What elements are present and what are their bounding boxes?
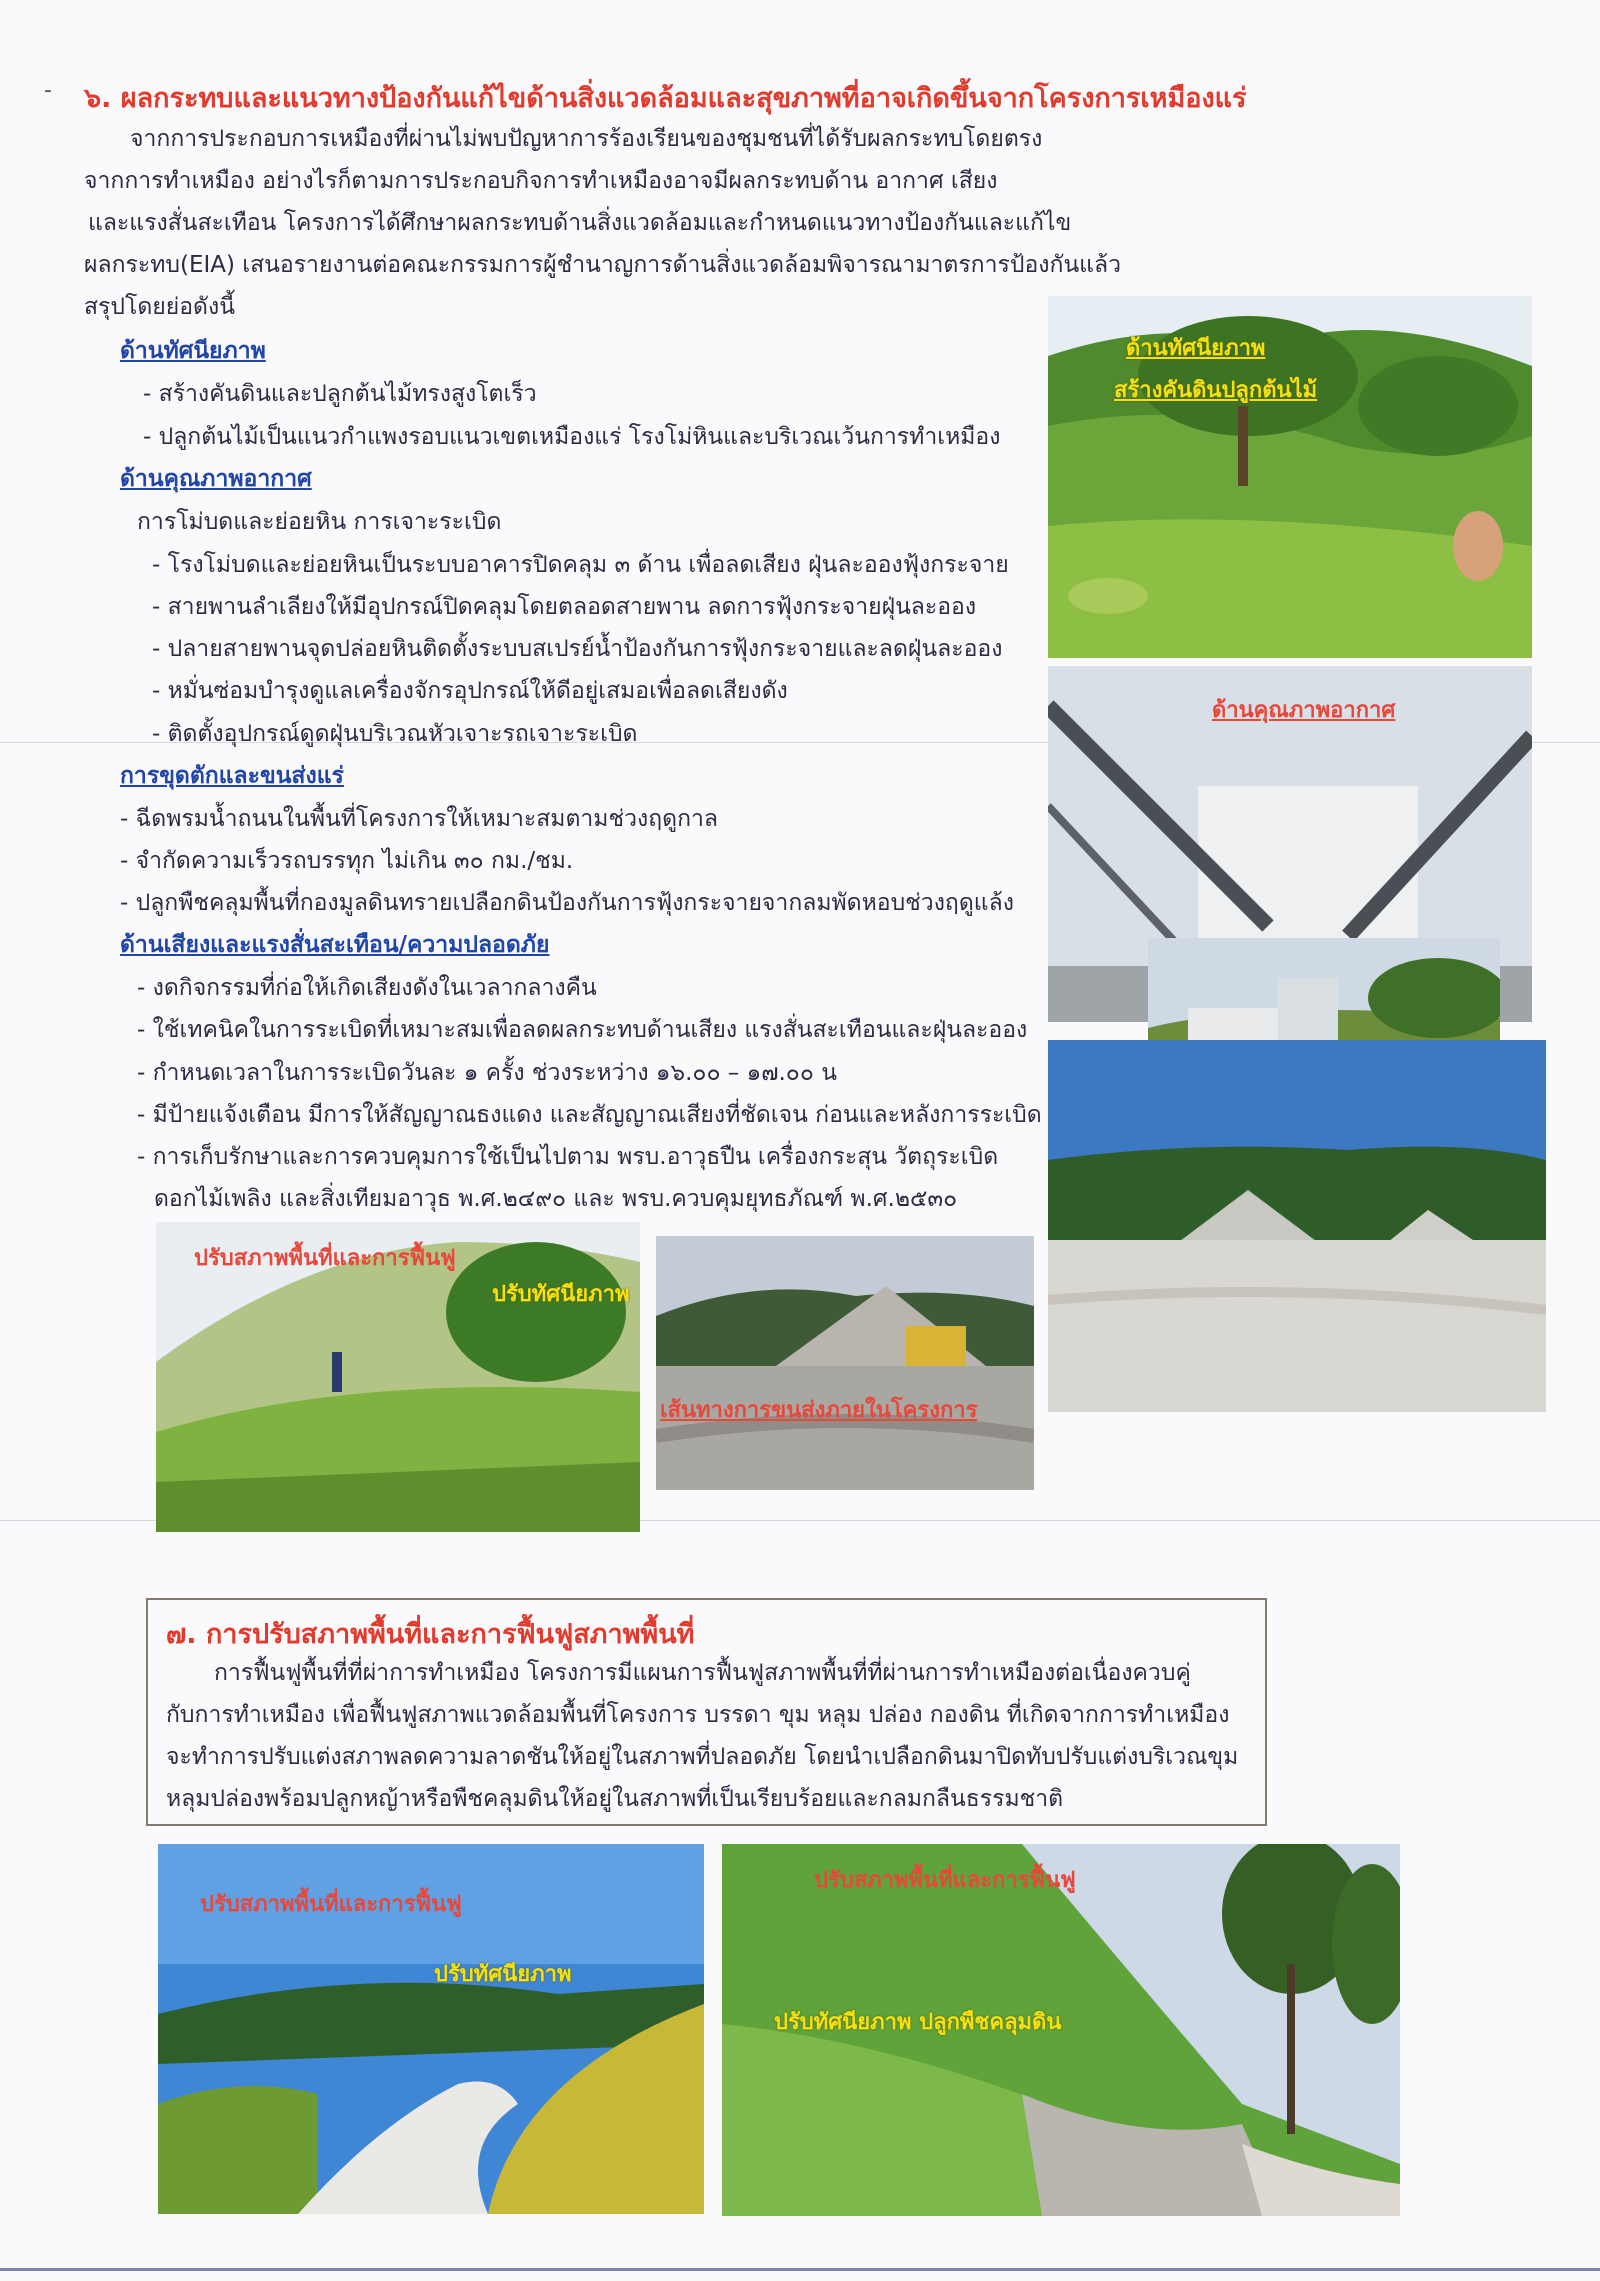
section7-body (166, 1652, 1238, 1820)
rehab-vegetation-caption: ปรับทัศนียภาพ (492, 1282, 630, 1307)
air-quality-item: - หมั่นซ่อมบำรุงดูแลเครื่องจักรอุปกรณ์ให้ดีอยู่เสมอเพื่อลดเสียงดัง (152, 678, 788, 704)
section6-intro (84, 118, 1121, 328)
transport-road-caption: เส้นทางการขนส่งภายในโครงการ (660, 1398, 978, 1423)
air-quality-photo-caption: ด้านคุณภาพอากาศ (1212, 698, 1396, 723)
air-quality-header: ด้านคุณภาพอากาศ (120, 466, 312, 492)
noise-safety-item: - กำหนดเวลาในการระเบิดวันละ ๑ ครั้ง ช่วงระหว่าง ๑๖.๐๐ – ๑๗.๐๐ น (137, 1060, 837, 1086)
noise-safety-item: - ใช้เทคนิคในการระเบิดที่เหมาะสมเพื่อลดผลกระทบด้านเสียง แรงสั่นสะเทือนและฝุ่นละออง (137, 1017, 1028, 1043)
rehab-road-caption: ปรับทัศนียภาพ (434, 1962, 572, 1987)
quarry-plant-photo (1048, 1040, 1546, 1412)
intro-line: จากการประกอบการเหมืองที่ผ่านไม่พบปัญหาการร้องเรียนของชุมชนที่ได้รับผลกระทบโดยตรง (130, 126, 1043, 152)
landscape-photo-image (1048, 296, 1532, 658)
air-quality-item: - ปลายสายพานจุดปล่อยหินติดตั้งระบบสเปรย์น้ำป้องกันการฟุ้งกระจายและลดฝุ่นละออง (152, 636, 1003, 662)
noise-safety-item: - การเก็บรักษาและการควบคุมการใช้เป็นไปตาม พรบ.อาวุธปืน เครื่องกระสุน วัตถุระเบิด (137, 1144, 999, 1170)
transport-item: - ปลูกพืชคลุมพื้นที่กองมูลดินทรายเปลือกดินป้องกันการฟุ้งกระจายจากลมพัดหอบช่วงฤดูแล้ง (120, 890, 1014, 916)
rehab-slope-caption: ปรับสภาพพื้นที่และการฟื้นฟู (814, 1868, 1076, 1893)
margin-mark: - (44, 78, 52, 103)
intro-line: จากการทำเหมือง อย่างไรก็ตามการประกอบกิจการทำเหมืองอาจมีผลกระทบด้าน อากาศ เสียง (84, 168, 998, 194)
noise-safety-item: ดอกไม้เพลิง และสิ่งเทียมอาวุธ พ.ศ.๒๔๙๐ และ พรบ.ควบคุมยุทธภัณฑ์ พ.ศ.๒๕๓๐ (154, 1186, 958, 1212)
transport-item: - จำกัดความเร็วรถบรรทุก ไม่เกิน ๓๐ กม./ชม. (120, 848, 574, 874)
air-quality-item: - ติดตั้งอุปกรณ์ดูดฝุ่นบริเวณหัวเจาะรถเจาะระเบิด (152, 721, 638, 747)
section6-title: ๖. ผลกระทบและแนวทางป้องกันแก้ไขด้านสิ่งแวดล้อมและสุขภาพที่อาจเกิดขึ้นจากโครงการเหมืองแร่ (84, 83, 1247, 114)
transport-item: - ฉีดพรมน้ำถนนในพื้นที่โครงการให้เหมาะสมตามช่วงฤดูกาล (120, 806, 719, 832)
section7-line: การฟื้นฟูพื้นที่ที่ผ่าการทำเหมือง โครงการมีแผนการฟื้นฟูสภาพพื้นที่ที่ผ่านการทำเหมืองต่อเนื่องควบคู่ (214, 1660, 1191, 1686)
noise-safety-item: - งดกิจกรรมที่ก่อให้เกิดเสียงดังในเวลากลางคืน (137, 975, 597, 1001)
section7-title: ๗. การปรับสภาพพื้นที่และการฟื้นฟูสภาพพื้นที่ (166, 1619, 695, 1650)
transport-road-photo (656, 1236, 1034, 1490)
rehab-road-caption: ปรับสภาพพื้นที่และการฟื้นฟู (200, 1892, 462, 1917)
noise-safety-item: - มีป้ายแจ้งเตือน มีการให้สัญญาณธงแดง และสัญญาณเสียงที่ชัดเจน ก่อนและหลังการระเบิด (137, 1102, 1042, 1128)
landscape-photo-caption: สร้างคันดินปลูกต้นไม้ (1114, 378, 1318, 403)
air-quality-sub: การโม่บดและย่อยหิน การเจาะระเบิด (137, 509, 502, 535)
rehab-vegetation-caption: ปรับสภาพพื้นที่และการฟื้นฟู (194, 1246, 456, 1271)
landscape-item: - ปลูกต้นไม้เป็นแนวกำแพงรอบแนวเขตเหมืองแร่ โรงโม่หินและบริเวณเว้นการทำเหมือง (143, 424, 1001, 450)
section7-line: จะทำการปรับแต่งสภาพลดความลาดชันให้อยู่ในสภาพที่ปลอดภัย โดยนำเปลือกดินมาปิดทับปรับแต่งบริเวณขุม (166, 1744, 1239, 1770)
section7-line: กับการทำเหมือง เพื่อฟื้นฟูสภาพแวดล้อมพื้นที่โครงการ บรรดา ขุม หลุม ปล่อง กองดิน ที่เกิดจากการทำเหมือง (166, 1702, 1230, 1728)
intro-line: ผลกระทบ(EIA) เสนอรายงานต่อคณะกรรมการผู้ชำนาญการด้านสิ่งแวดล้อมพิจารณามาตรการป้องกันแล้ว (84, 252, 1121, 278)
transport-road-photo-image (656, 1236, 1034, 1490)
quarry-plant-photo-image (1048, 1040, 1546, 1412)
air-quality-item: - สายพานลำเลียงให้มีอุปกรณ์ปิดคลุมโดยตลอดสายพาน ลดการฟุ้งกระจายฝุ่นละออง (152, 594, 977, 620)
noise-safety-header: ด้านเสียงและแรงสั่นสะเทือน/ความปลอดภัย (120, 932, 550, 958)
rehab-slope-caption: ปรับทัศนียภาพ ปลูกพืชคลุมดิน (774, 2010, 1062, 2035)
page-bottom-border (0, 2268, 1600, 2271)
landscape-header: ด้านทัศนียภาพ (120, 338, 266, 364)
landscape-photo-caption: ด้านทัศนียภาพ (1126, 336, 1266, 361)
transport-header: การขุดตักและขนส่งแร่ (120, 763, 344, 789)
landscape-photo (1048, 296, 1532, 658)
intro-line: สรุปโดยย่อดังนี้ (84, 294, 235, 320)
landscape-item: - สร้างคันดินและปลูกต้นไม้ทรงสูงโตเร็ว (143, 381, 537, 407)
section7-line: หลุมปล่องพร้อมปลูกหญ้าหรือพืชคลุมดินให้อยู่ในสภาพที่เป็นเรียบร้อยและกลมกลืนธรรมชาติ (166, 1786, 1064, 1812)
air-quality-item: - โรงโม่บดและย่อยหินเป็นระบบอาคารปิดคลุม ๓ ด้าน เพื่อลดเสียง ฝุ่นละอองฟุ้งกระจาย (152, 552, 1009, 578)
intro-line: และแรงสั่นสะเทือน โครงการได้ศึกษาผลกระทบด้านสิ่งแวดล้อมและกำหนดแนวทางป้องกันและแก้ไข (88, 210, 1072, 236)
